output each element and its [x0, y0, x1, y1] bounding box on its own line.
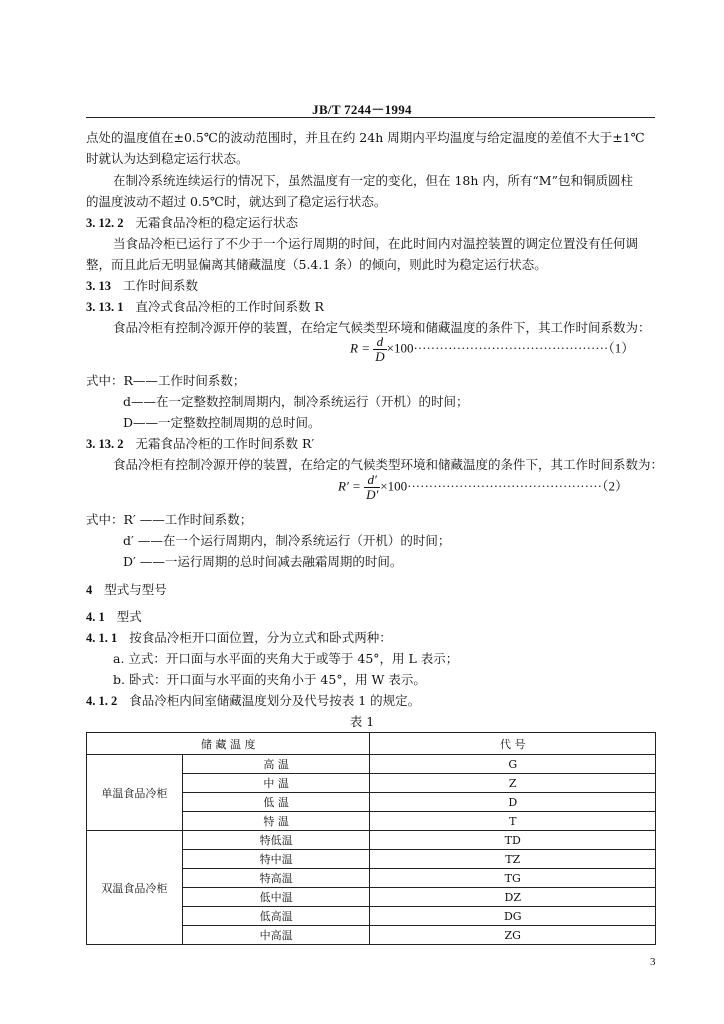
section-title: 按食品冷柜开口面位置，分为立式和卧式两种：: [129, 630, 392, 645]
code-cell: TZ: [370, 850, 656, 869]
formula-1: [350, 335, 634, 364]
formula-rhs: ×100: [386, 340, 414, 356]
temp-cell: 中高温: [182, 926, 370, 945]
paragraph-line: 在制冷系统连续运行的情况下，虽然温度有一定的变化，但在 18h 内，所有“M”包和铜质圆柱: [113, 173, 633, 188]
section-3-13: [86, 276, 198, 296]
leader-dots: ·············································: [407, 478, 602, 494]
section-number: 3. 13. 2: [86, 437, 124, 451]
section-title: 型式与型号: [104, 582, 167, 597]
section-title: 型式: [116, 609, 142, 624]
code-cell: ZG: [370, 926, 656, 945]
section-number: 4: [86, 583, 93, 597]
paragraph-line: 的温度波动不超过 0.5℃时，就达到了稳定运行状态。: [86, 194, 387, 209]
formula-lhs: R =: [350, 340, 370, 356]
where-line: D′ ——一运行周期的总时间减去融霜周期的时间。: [123, 554, 403, 569]
formula-number: （1）: [608, 340, 635, 356]
formula-denominator: D′: [366, 487, 379, 502]
header-rule: [86, 117, 655, 118]
temp-cell: 低中温: [182, 888, 370, 907]
paragraph-line: 食品冷柜有控制冷源开停的装置，在给定的气候类型环境和储藏温度的条件下，其工作时间系数为：: [113, 457, 664, 472]
column-header: 储 藏 温 度: [87, 733, 370, 755]
formula-numerator: d: [373, 335, 386, 350]
temp-cell: 低 温: [182, 793, 370, 812]
list-item: a. 立式：开口面与水平面的夹角大于或等于 45°，用 L 表示；: [113, 651, 459, 666]
leader-dots: ·············································: [413, 340, 609, 356]
group-cell: 双温食品冷柜: [87, 831, 183, 945]
where-line: d′ ——在一个运行周期内，制冷系统运行（开机）的时间；: [123, 533, 451, 548]
section-number: 4. 1. 1: [86, 631, 118, 645]
table-header-row: [87, 733, 656, 755]
group-cell: 单温食品冷柜: [87, 755, 183, 831]
section-4-1-2: [86, 691, 420, 711]
temp-cell: 特中温: [182, 850, 370, 869]
paragraph-line: 整，而且此后无明显偏离其储藏温度（5.4.1 条）的倾向，则此时为稳定运行状态。: [86, 257, 547, 272]
section-number: 3. 13: [86, 279, 111, 293]
code-cell: TG: [370, 869, 656, 888]
document-header: JB/T 7244－1994: [312, 102, 412, 117]
paragraph-line: 时就认为达到稳定运行状态。: [86, 151, 249, 166]
code-cell: D: [370, 793, 656, 812]
section-number: 4. 1. 2: [86, 694, 118, 708]
formula-fraction: [373, 335, 386, 364]
section-4: [86, 580, 167, 600]
formula-denominator: D: [375, 349, 385, 364]
table-title: 表 1: [349, 714, 375, 729]
where-line: d——在一定整数控制周期内，制冷系统运行（开机）的时间；: [123, 394, 469, 409]
section-4-1-1: [86, 628, 392, 648]
section-title: 食品冷柜内间室储藏温度划分及代号按表 1 的规定。: [129, 693, 421, 708]
temp-cell: 特高温: [182, 869, 370, 888]
code-cell: T: [370, 812, 656, 831]
section-3-12-2: [86, 213, 298, 233]
section-title: 直冷式食品冷柜的工作时间系数 R: [135, 299, 324, 314]
section-number: 4. 1: [86, 610, 105, 624]
code-cell: DG: [370, 907, 656, 926]
section-3-13-2: [86, 434, 314, 454]
temp-cell: 低高温: [182, 907, 370, 926]
section-title: 无霜食品冷柜的稳定运行状态: [135, 215, 299, 230]
paragraph-line: 食品冷柜有控制冷源开停的装置，在给定气候类型环境和储藏温度的条件下，其工作时间系数为：: [113, 320, 651, 335]
formula-2: [338, 473, 628, 502]
where-line: D——一定整数控制周期的总时间。: [123, 415, 321, 430]
storage-temperature-table: [86, 732, 656, 945]
temp-cell: 中 温: [182, 774, 370, 793]
paragraph-line: 当食品冷柜已运行了不少于一个运行周期的时间，在此时间内对温控装置的调定位置没有任何调: [113, 236, 639, 251]
where-line: 式中：R′ ——工作时间系数；: [86, 512, 253, 527]
formula-fraction: [364, 473, 380, 502]
section-title: 无霜食品冷柜的工作时间系数 R′: [135, 436, 315, 451]
section-number: 3. 12. 2: [86, 216, 124, 230]
paragraph-line: 点处的温度值在±0.5℃的波动范围时，并且在约 24h 周期内平均温度与给定温度的差值不大于±1℃: [86, 130, 645, 145]
code-cell: DZ: [370, 888, 656, 907]
code-cell: TD: [370, 831, 656, 850]
section-number: 3. 13. 1: [86, 300, 124, 314]
temp-cell: 特 温: [182, 812, 370, 831]
formula-number: （2）: [601, 478, 628, 494]
formula-lhs: R′ =: [338, 478, 361, 494]
formula-numerator: d′: [364, 473, 380, 488]
table-row: [87, 755, 656, 774]
temp-cell: 特低温: [182, 831, 370, 850]
list-item: b. 卧式：开口面与水平面的夹角小于 45°，用 W 表示。: [113, 672, 426, 687]
column-header: 代 号: [370, 733, 656, 755]
temp-cell: 高 温: [182, 755, 370, 774]
section-title: 工作时间系数: [123, 278, 199, 293]
section-4-1: [86, 607, 142, 627]
table-row: [87, 831, 656, 850]
code-cell: Z: [370, 774, 656, 793]
code-cell: G: [370, 755, 656, 774]
section-3-13-1: [86, 297, 324, 317]
formula-rhs: ×100: [380, 478, 408, 494]
page-number: 3: [650, 956, 656, 968]
where-line: 式中：R——工作时间系数；: [86, 373, 246, 388]
